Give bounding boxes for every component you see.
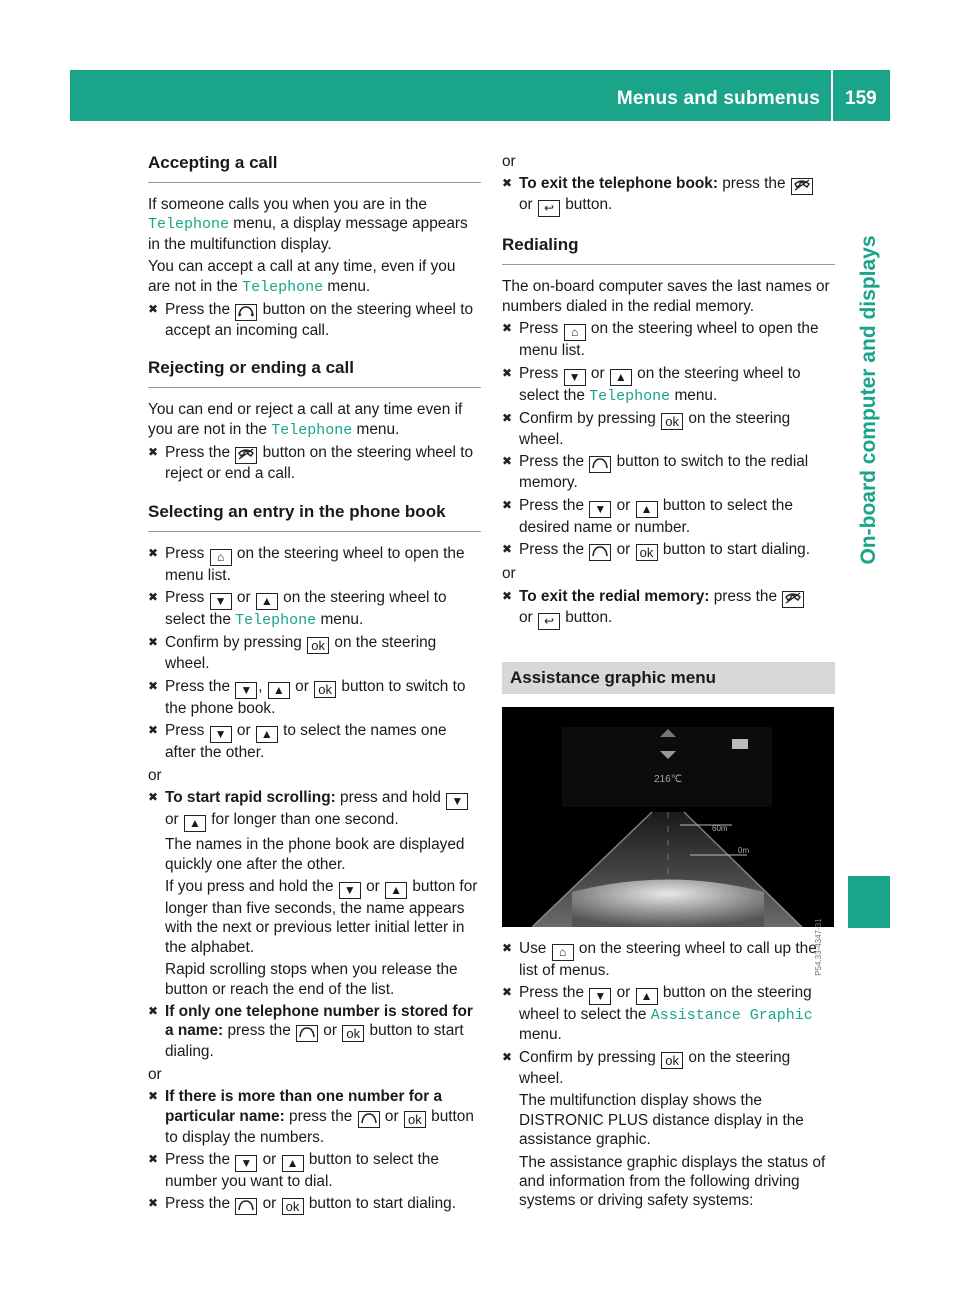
section-title-redialing: Redialing [502,234,835,265]
step-item: ✖ Press the ▼ or ▲ button on the steering wheel to select the Assistance Graphic menu. [502,983,835,1045]
header-divider [831,70,833,121]
phone-end-icon [782,591,804,608]
down-arrow-icon: ▼ [235,1155,257,1172]
up-arrow-icon: ▲ [268,682,290,699]
ok-button-icon: ok [661,413,683,430]
graphic-distance-2: 0m [738,845,750,855]
up-arrow-icon: ▲ [636,501,658,518]
side-chapter-marker [848,876,890,928]
down-arrow-icon: ▼ [339,882,361,899]
phone-accept-icon [589,456,611,473]
phone-accept-icon [235,1198,257,1215]
step-item: ✖ To exit the redial memory: press the or ↩ button. [502,587,835,630]
menu-name-assistance-graphic: Assistance Graphic [650,1007,813,1025]
phone-accept-icon [235,304,257,321]
step-item: ✖ Confirm by pressing ok on the steering wheel. [148,633,481,673]
step-item: ✖ Confirm by pressing ok on the steering wheel. [502,409,835,449]
down-arrow-icon: ▼ [564,369,586,386]
down-arrow-icon: ▼ [589,988,611,1005]
ok-button-icon: ok [661,1052,683,1069]
phone-end-icon [235,447,257,464]
right-column [502,152,835,1214]
up-arrow-icon: ▲ [184,815,206,832]
step-item: ✖ If there is more than one number for a particular name: press the or ok button to display the numbers. [148,1087,481,1147]
or-separator: or [502,565,516,583]
step-item: ✖ Press the button on the steering wheel to accept an incoming call. [148,300,481,340]
down-arrow-icon: ▼ [446,793,468,810]
step-note: Rapid scrolling stops when you release the button or reach the end of the list. [165,961,458,998]
menu-name-telephone: Telephone [242,278,324,296]
ok-button-icon: ok [282,1198,304,1215]
ok-button-icon: ok [636,544,658,561]
step-note: The multifunction display shows the DISTRONIC PLUS distance display in the assistance graphic. [519,1092,804,1149]
back-button-icon: ↩ [538,200,560,217]
up-arrow-icon: ▲ [256,593,278,610]
home-icon: ⌂ [210,549,232,566]
step-item: ✖ Press the button to switch to the redial memory. [502,452,835,492]
menu-name-telephone: Telephone [235,612,317,630]
step-note: If you press and hold the ▼ or ▲ button for longer than five seconds, the name appears with the next or previous letter initial letter in the alphabet. [165,877,478,956]
distronic-display-illustration [502,707,834,927]
home-icon: ⌂ [564,324,586,341]
phone-accept-icon [589,544,611,561]
step-item: ✖ To exit the telephone book: press the or ↩ button. [502,174,835,217]
up-arrow-icon: ▲ [610,369,632,386]
or-separator: or [148,766,162,784]
phone-end-icon [791,178,813,195]
figure-code: P54.33-4347-31 [813,918,823,977]
up-arrow-icon: ▲ [636,988,658,1005]
section-title-accepting: Accepting a call [148,152,481,183]
step-item: ✖ Press the or ok button to start dialing. [148,1194,481,1215]
paragraph: If someone calls you when you are in the Telephone menu, a display message appears in the multifunction display. [148,196,468,253]
up-arrow-icon: ▲ [282,1155,304,1172]
step-note: The assistance graphic displays the status of and information from the following driving systems or driving safety systems: [519,1153,826,1210]
step-item: ✖ Press ⌂ on the steering wheel to open the menu list. [502,319,835,360]
step-item: ✖ Press ⌂ on the steering wheel to open the menu list. [148,544,481,585]
ok-button-icon: ok [314,681,336,698]
graphic-distance-1: 60m [712,823,728,833]
up-arrow-icon: ▲ [385,882,407,899]
down-arrow-icon: ▼ [210,726,232,743]
step-item: ✖ Use ⌂ on the steering wheel to call up the list of menus. [502,939,835,980]
step-item: ✖ Press ▼ or ▲ on the steering wheel to select the Telephone menu. [502,364,835,406]
or-separator: or [502,153,516,170]
page-number: 159 [845,88,877,109]
home-icon: ⌂ [552,944,574,961]
paragraph: You can end or reject a call at any time even if you are not in the Telephone menu. [148,401,463,439]
section-title-selecting: Selecting an entry in the phone book [148,501,481,532]
down-arrow-icon: ▼ [235,682,257,699]
menu-name-telephone: Telephone [589,387,671,405]
side-chapter-label: On-board computer and displays [857,235,880,565]
paragraph: You can accept a call at any time, even if you are not in the Telephone menu. [148,258,456,296]
or-separator: or [148,1065,162,1083]
step-item: ✖ If only one telephone number is stored for a name: press the or ok button to start dialing. [148,1002,481,1062]
step-item: ✖ Press the ▼ or ▲ button to select the number you want to dial. [148,1150,481,1191]
header-title: Menus and submenus [616,88,820,109]
step-item: ✖ Press the ▼ , ▲ or ok button to switch to the phone book. [148,677,481,718]
ok-button-icon: ok [307,637,329,654]
left-column [148,152,481,1218]
phone-accept-icon [358,1111,380,1128]
step-item: ✖ Press the button on the steering wheel to reject or end a call. [148,443,481,483]
step-item: ✖ To start rapid scrolling: press and hold ▼ or ▲ for longer than one second. [148,788,481,832]
step-item: ✖ Press ▼ or ▲ on the steering wheel to select the Telephone menu. [148,588,481,630]
step-item: ✖ Press the ▼ or ▲ button to select the desired name or number. [502,496,835,537]
ok-button-icon: ok [342,1025,364,1042]
section-title-rejecting: Rejecting or ending a call [148,357,481,388]
step-item: ✖ Press ▼ or ▲ to select the names one after the other. [148,721,481,762]
step-note: The names in the phone book are displayed quickly one after the other. [165,836,465,873]
paragraph: The on-board computer saves the last names or numbers dialed in the redial memory. [502,278,830,315]
graphic-speed-readout: 216℃ [654,773,682,785]
menu-name-telephone: Telephone [271,421,353,439]
down-arrow-icon: ▼ [210,593,232,610]
step-item: ✖ Confirm by pressing ok on the steering wheel. [502,1048,835,1088]
ok-button-icon: ok [404,1111,426,1128]
step-item: ✖ Press the or ok button to start dialing. [502,540,835,561]
menu-name-telephone: Telephone [148,216,230,234]
phone-accept-icon [296,1025,318,1042]
back-button-icon: ↩ [538,613,560,630]
section-title-assistance: Assistance graphic menu [502,662,835,694]
up-arrow-icon: ▲ [256,726,278,743]
down-arrow-icon: ▼ [589,501,611,518]
